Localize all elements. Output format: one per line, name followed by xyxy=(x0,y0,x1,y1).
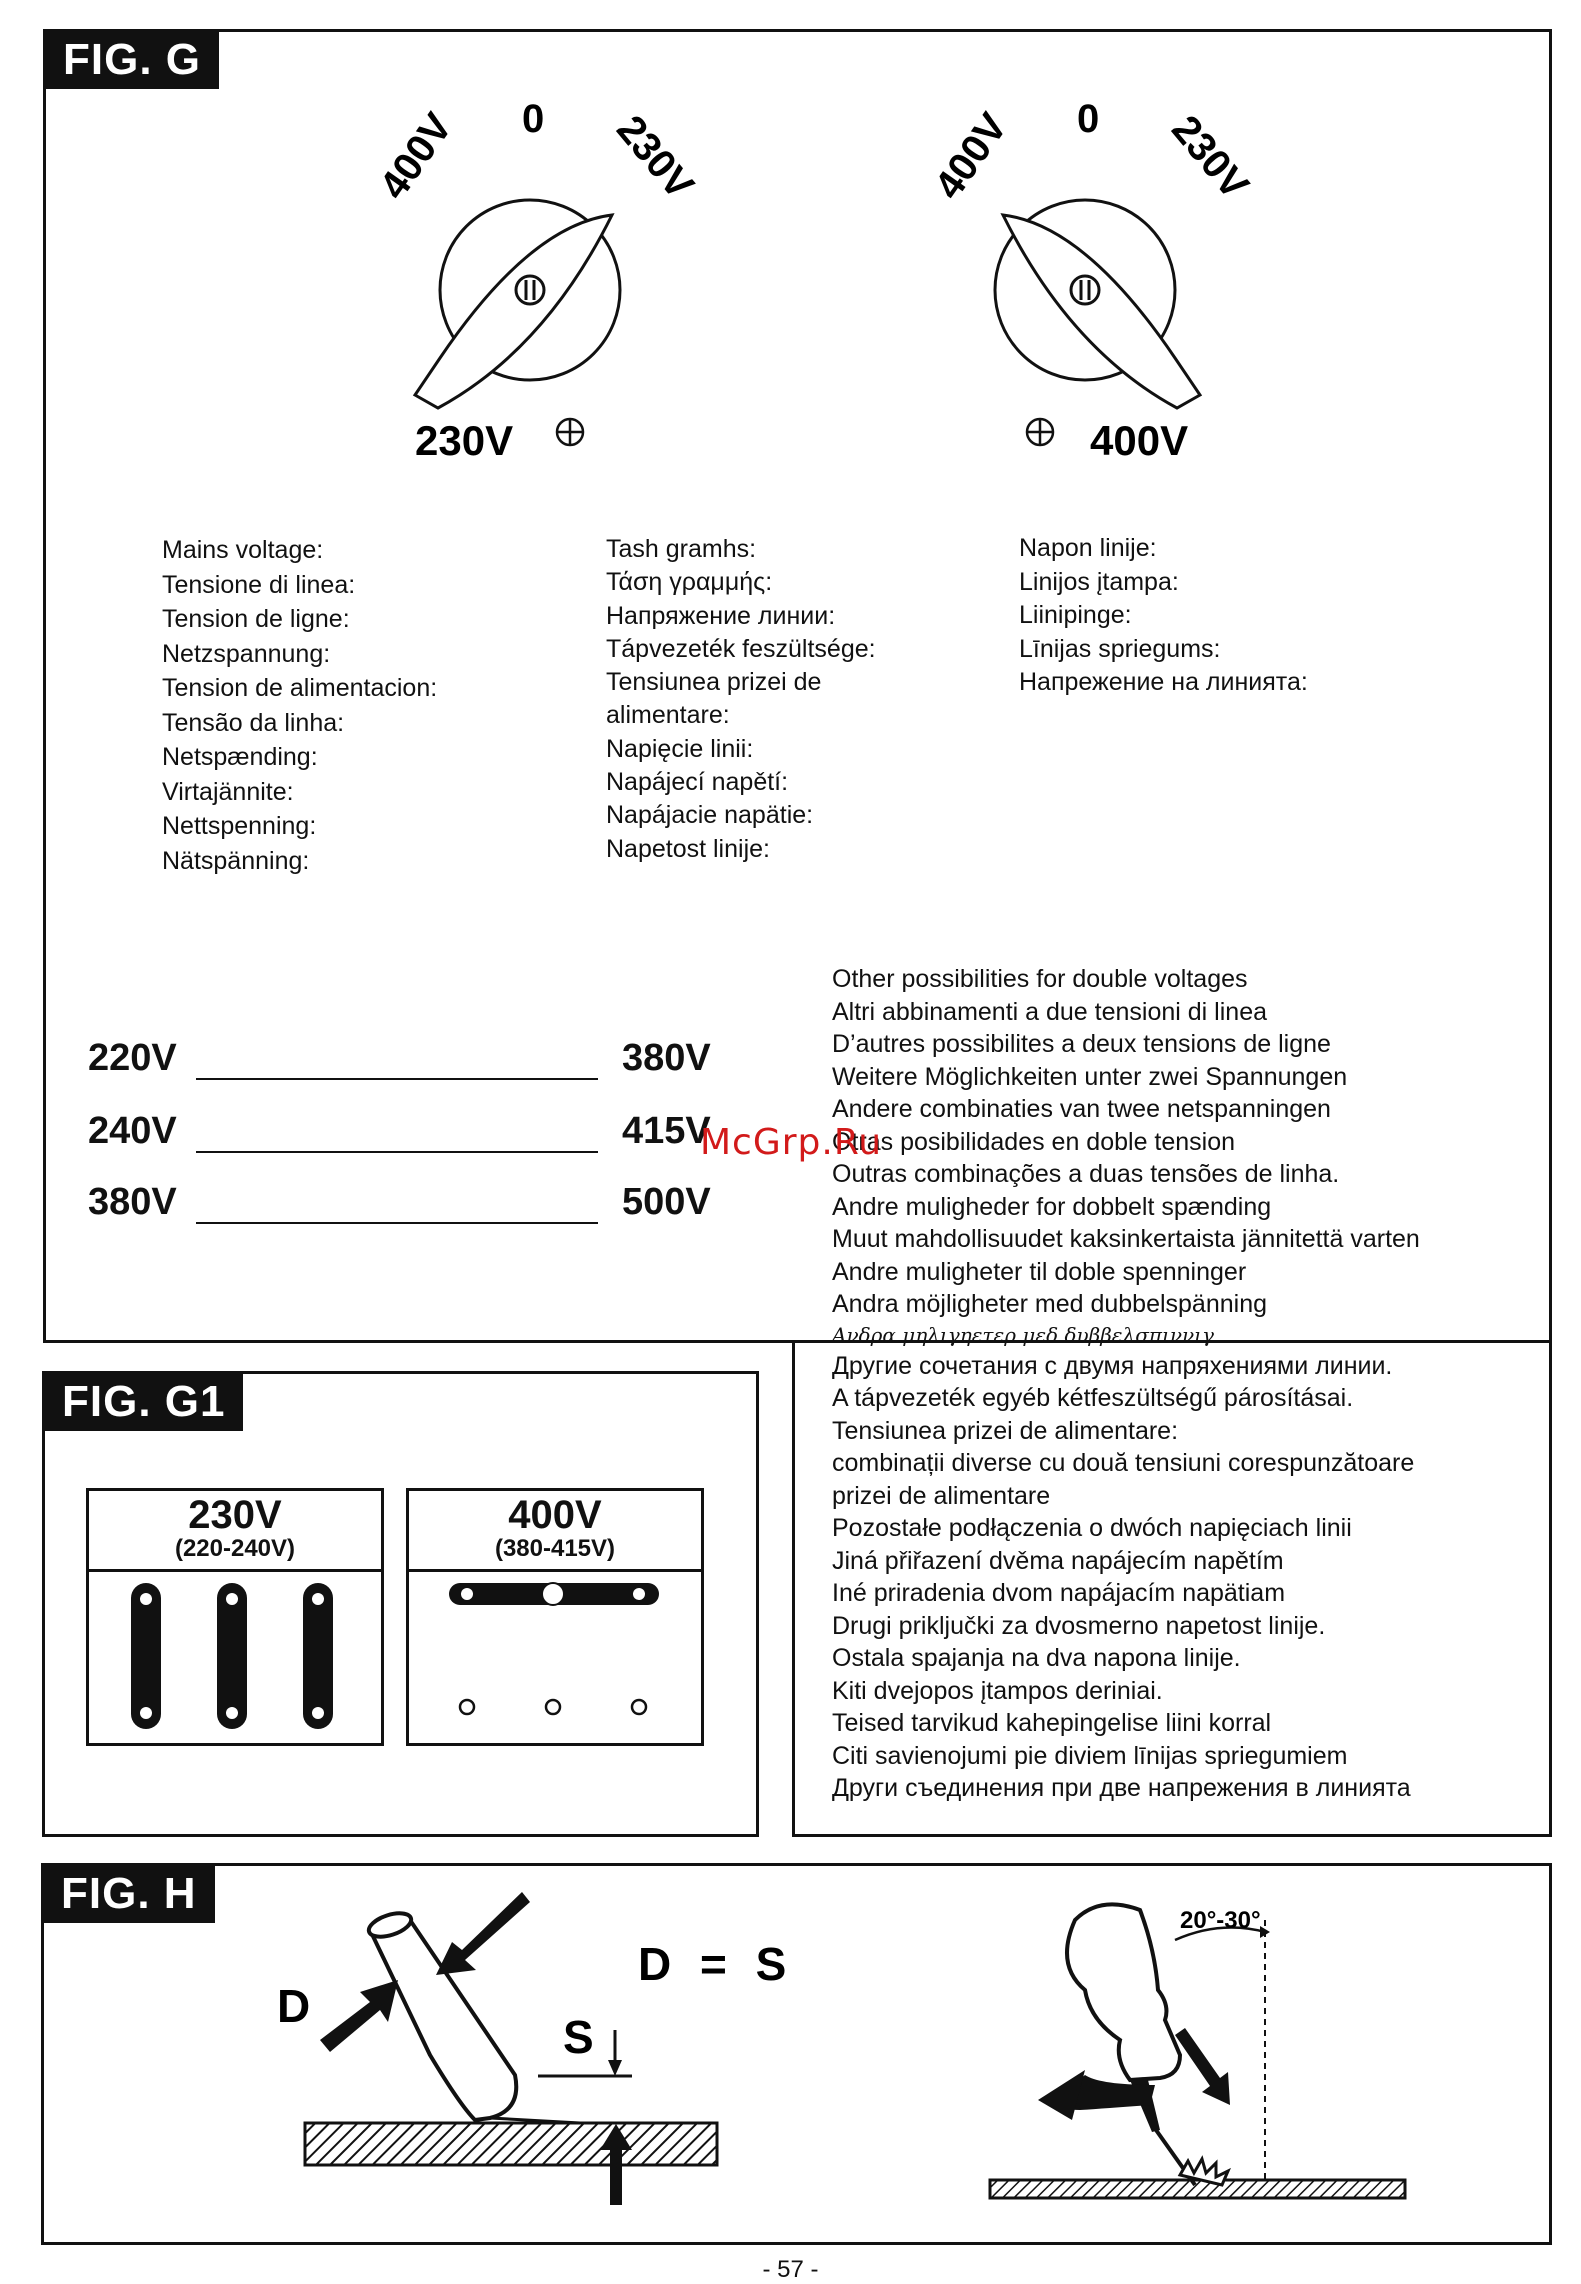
dial-screw xyxy=(1071,276,1099,304)
text-line: Teised tarvikud kahepingelise liini korral xyxy=(832,1709,1272,1737)
workpiece-plate xyxy=(990,2180,1405,2198)
terminal-links-vertical xyxy=(89,1571,381,1743)
text-line: Tápvezeték feszültsége: xyxy=(606,634,876,663)
text-line: Jiná přiřazení dvěma napájecím napětím xyxy=(832,1546,1284,1575)
text-line: Linijos įtampa: xyxy=(1019,567,1179,596)
text-line: Outras combinações a duas tensões de linha. xyxy=(832,1160,1340,1188)
dial-label-230v: 230V xyxy=(608,107,702,208)
text-line: Otras posibilidades en doble tension xyxy=(832,1127,1236,1156)
text-line: Напрежение на линията: xyxy=(1019,668,1308,696)
mains-voltage-column-2 xyxy=(606,533,876,866)
text-line: Andere combinaties van twee netspanningen xyxy=(832,1095,1331,1123)
dial-selected-400v: 400V xyxy=(1090,417,1189,464)
dial-screw xyxy=(516,276,544,304)
dial-selected-230v: 230V xyxy=(415,417,514,464)
text-line: Netspænding: xyxy=(162,743,318,771)
text-line: Tension de alimentacion: xyxy=(162,674,438,702)
equation-d-equals-s: D = S xyxy=(638,1938,795,1990)
terminal-panel-230v xyxy=(86,1488,384,1746)
text-line: Tensão da linha: xyxy=(162,708,345,737)
label-d: D xyxy=(277,1980,311,2032)
voltage-high: 380V xyxy=(622,1037,711,1079)
mains-voltage-column-1 xyxy=(162,533,437,878)
panel-range: (220-240V) xyxy=(174,1535,296,1562)
ground-symbol-icon xyxy=(557,419,583,445)
text-line: Other possibilities for double voltages xyxy=(832,965,1248,993)
text-line: Tensiunea prizei de xyxy=(606,668,822,697)
text-line: Tensione di linea: xyxy=(162,570,356,599)
fig-g1-tag: FIG. G1 xyxy=(44,1373,243,1431)
label-s: S xyxy=(563,2011,594,2063)
electrode xyxy=(370,1920,516,2120)
text-line: Tension de ligne: xyxy=(162,605,350,633)
voltage-high: 415V xyxy=(622,1110,711,1152)
voltage-low: 380V xyxy=(88,1181,177,1223)
text-line: Citi savienojumi pie diviem līnijas spriegumiem xyxy=(832,1741,1348,1770)
page-number: - 57 - xyxy=(762,2256,819,2283)
arrow-d-top xyxy=(436,1892,530,1975)
workpiece-plate xyxy=(305,2123,717,2165)
arrow-d-left xyxy=(320,1980,398,2052)
text-line: Andre muligheter til doble spenninger xyxy=(832,1257,1247,1286)
text-line: Kiti dvejopos įtampos deriniai. xyxy=(832,1676,1163,1705)
text-line: Virtajännite: xyxy=(162,777,294,806)
text-line: Nettspenning: xyxy=(162,812,317,840)
panel-title: 400V xyxy=(508,1493,602,1537)
watermark: McGrp.Ru xyxy=(700,1122,883,1163)
voltage-high: 500V xyxy=(622,1181,711,1223)
text-line: Altri abbinamenti a due tensioni di linea xyxy=(832,997,1267,1026)
direction-arrow xyxy=(1175,2028,1230,2105)
angle-label: 20°-30° xyxy=(1180,1907,1261,1934)
text-line: Iné priradenia dvom napájacím napätiam xyxy=(832,1579,1286,1607)
text-line: Napon linije: xyxy=(1019,534,1157,562)
text-line: Другие сочетания с двумя напряхениями линии. xyxy=(832,1351,1393,1380)
terminal-links-horizontal xyxy=(409,1571,701,1743)
panel-title: 230V xyxy=(188,1493,282,1537)
text-line: Weitere Möglichkeiten unter zwei Spannungen xyxy=(832,1062,1348,1091)
voltage-selector-dial-230 xyxy=(340,90,760,480)
panel-header xyxy=(409,1491,701,1572)
text-line: Netzspannung: xyxy=(162,639,331,668)
text-line: Napięcie linii: xyxy=(606,734,754,763)
voltage-low: 220V xyxy=(88,1037,177,1079)
text-line: alimentare: xyxy=(606,701,730,730)
text-line: Tash gramhs: xyxy=(606,535,757,563)
text-line: Tensiunea prizei de alimentare: xyxy=(832,1416,1179,1445)
panel-range: (380-415V) xyxy=(494,1535,616,1562)
fig-h-tag: FIG. H xyxy=(43,1865,215,1923)
fig-g-tag: FIG. G xyxy=(45,31,219,89)
voltage-low: 240V xyxy=(88,1110,177,1152)
ground-symbol-icon xyxy=(1027,419,1053,445)
text-line: Līnijas spriegums: xyxy=(1019,634,1221,663)
text-line: Napájecí napětí: xyxy=(606,768,789,797)
text-line: Andra möjligheter med dubbelspänning xyxy=(832,1290,1268,1318)
welding-angle-diagram xyxy=(980,1880,1430,2220)
voltage-pair-row xyxy=(88,1037,728,1083)
voltage-pair-row xyxy=(88,1181,728,1227)
dial-label-400v: 400V xyxy=(371,105,461,208)
panel-header xyxy=(89,1491,381,1572)
dial-label-400v: 400V xyxy=(926,105,1016,208)
voltage-pair-row xyxy=(88,1110,728,1156)
text-line: Drugi priključki za dvosmerno napetost linije. xyxy=(832,1611,1326,1640)
text-line: Napetost linije: xyxy=(606,834,770,863)
hand xyxy=(1067,1904,1180,2080)
text-line: prizei de alimentare xyxy=(832,1481,1051,1510)
other-possibilities-text xyxy=(832,963,1420,1805)
text-line: Liinipinge: xyxy=(1019,601,1132,629)
mains-voltage-column-3 xyxy=(1019,532,1308,700)
text-line: Ostala spajanja na dva napona linije. xyxy=(832,1644,1241,1672)
dial-label-0: 0 xyxy=(522,97,545,141)
text-line: D’autres possibilites a deux tensions de ligne xyxy=(832,1030,1331,1058)
text-line: A tápvezeték egyéb kétfeszültségű párosításai. xyxy=(832,1384,1354,1412)
dial-label-230v: 230V xyxy=(1163,107,1257,208)
text-line: Andre muligheder for dobbelt spænding xyxy=(832,1192,1272,1221)
text-line: Nätspänning: xyxy=(162,846,310,875)
text-line: Napájacie napätie: xyxy=(606,801,814,830)
terminal-panel-400v xyxy=(406,1488,704,1746)
text-line: Pozostałe podłączenia o dwóch napięciach linii xyxy=(832,1514,1352,1542)
voltage-selector-dial-400 xyxy=(895,90,1315,480)
text-line: Други съединения при две напрежения в линията xyxy=(832,1774,1411,1802)
text-line: Mains voltage: xyxy=(162,536,324,564)
text-line: combinații diverse cu două tensiuni corespunzătoare xyxy=(832,1449,1415,1477)
text-line: Ανδρα μηλιγηετερ μεδ δυββελσπιννιγ xyxy=(832,1322,1214,1347)
text-line: Τάση γραμμής: xyxy=(606,568,773,597)
text-line: Muut mahdollisuudet kaksinkertaista jännitettä varten xyxy=(832,1225,1420,1253)
dial-label-0: 0 xyxy=(1077,97,1100,141)
text-line: Напряжение линии: xyxy=(606,601,836,630)
